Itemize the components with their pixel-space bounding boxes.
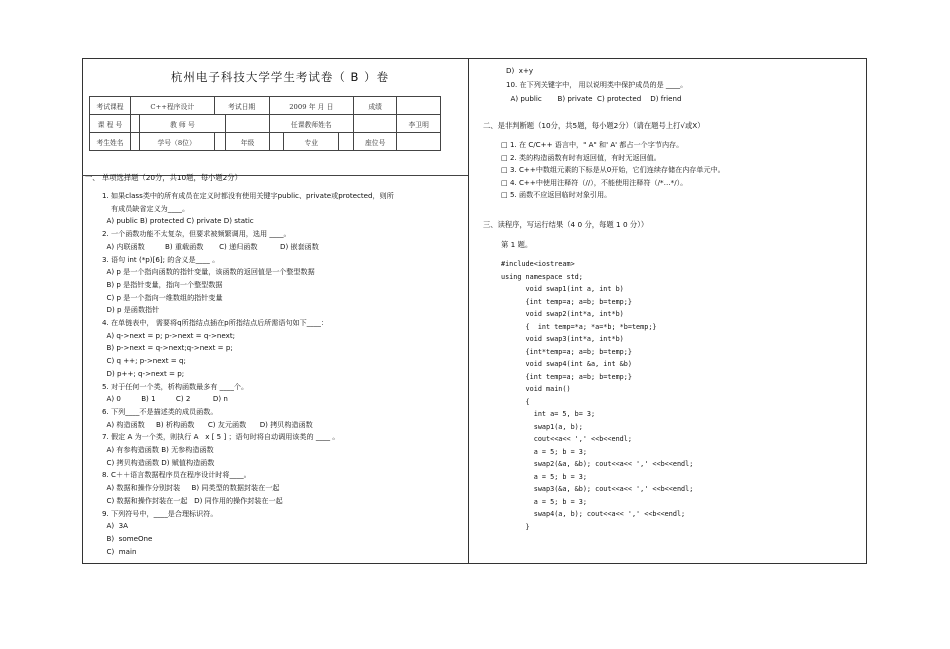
info-cell: 2009 年 月 日 xyxy=(269,97,353,115)
info-cell xyxy=(131,115,140,133)
code-line: void swap1(int a, int b) xyxy=(501,285,624,293)
info-cell: 考试日期 xyxy=(214,97,269,115)
question-line: A) 0 B) 1 C) 2 D) n xyxy=(102,394,228,404)
question-line: 9. 下列符号中，____是合理标识符。 xyxy=(102,508,218,518)
question-line: A) 数据和操作分别封装 B) 同类型的数据封装在一起 xyxy=(102,483,280,493)
code-line: a = 5; b = 3; xyxy=(501,497,587,506)
info-cell xyxy=(397,97,441,115)
question-line: 3. 语句 int (*p)[6]; 的含义是____ 。 xyxy=(102,254,220,264)
exam-title: 杭州电子科技大学学生考试卷（ B ）卷 xyxy=(170,70,390,84)
info-cell: 座位号 xyxy=(353,133,397,151)
info-cell: 学号（8位） xyxy=(139,133,214,151)
section3-subheading: 第 1 题。 xyxy=(501,240,533,249)
info-cell xyxy=(339,133,354,151)
info-cell: C++程序设计 xyxy=(131,97,215,115)
question-line: A) public B) protected C) private D) static xyxy=(102,216,254,226)
question-line: D) x+y xyxy=(506,66,534,75)
question-line: A) 内联函数 B) 重载函数 C) 递归函数 D) 嵌套函数 xyxy=(102,241,319,251)
question-line: 6. 下列____不是描述类的成员函数。 xyxy=(102,406,218,416)
section3-heading: 三、读程序，写运行结果（4 0 分，每题 1 0 分）） xyxy=(483,220,649,229)
question-line: A) 3A xyxy=(102,521,129,531)
question-line: A) 有参构造函数 B) 无参构造函数 xyxy=(102,445,214,454)
question-line: C) main xyxy=(102,546,137,556)
info-cell xyxy=(397,133,441,151)
info-cell: 专业 xyxy=(284,133,339,151)
question-line: 2. 一个函数功能不太复杂，但要求被频繁调用，选用 ____。 xyxy=(102,229,291,239)
question-line: 7. 假定 A 为一个类，则执行 A x [ 5 ] ；语句时将自动调用该类的 ____ 。 xyxy=(102,432,340,442)
section1-heading: 一、 单项选择题（20分，共10题，每小题2分） xyxy=(85,173,242,182)
code-line: void swap4(int &a, int &b) xyxy=(501,360,632,368)
code-line: a = 5; b = 3; xyxy=(501,472,587,481)
code-line: void swap3(int*a, int*b) xyxy=(501,335,624,343)
true-false-item: □ 1. 在 C/C++ 语言中，" A" 和' A' 都占一个字节内存。 xyxy=(501,140,684,149)
question-line: 8. C＋＋语言数据程序员在程序设计时将____。 xyxy=(102,470,251,480)
question-line: C) p 是一个指向一维数组的指针变量 xyxy=(102,292,223,302)
info-cell xyxy=(269,133,284,151)
question-line: A) p 是一个指向函数的指针变量，该函数的返回值是一个整型数据 xyxy=(102,267,315,277)
question-line: A) 构造函数 B) 析构函数 C) 友元函数 D) 拷贝构造函数 xyxy=(102,419,313,429)
question-line: A) q->next = p; p->next = q->next; xyxy=(102,330,235,340)
info-cell: 课 程 号 xyxy=(90,115,131,133)
question-line: A) public B) private C) protected D) friend xyxy=(506,94,682,103)
true-false-item: □ 5. 函数不应返回临时对象引用。 xyxy=(501,190,612,200)
code-line: swap2(&a, &b); cout<<a<< ',' <<b<<endl; xyxy=(501,460,694,468)
code-line: {int temp=a; a=b; b=temp;} xyxy=(501,372,632,381)
code-line: #include<iostream> xyxy=(501,260,575,268)
code-line: swap1(a, b); xyxy=(501,422,583,431)
info-cell xyxy=(131,133,140,151)
info-cell: 考试课程 xyxy=(90,97,131,115)
code-line: swap4(a, b); cout<<a<< ',' <<b<<endl; xyxy=(501,510,686,518)
true-false-item: □ 2. 类的构造函数有时有返回值，有时无返回值。 xyxy=(501,152,661,162)
student-info-table xyxy=(89,96,441,151)
question-line: 5. 对于任何一个类，析构函数最多有 ____个。 xyxy=(102,381,249,391)
section2-heading: 二、是非判断题（10分，共5题，每小题2分）（请在题号上打√或X） xyxy=(483,121,705,130)
info-cell xyxy=(226,115,269,133)
code-line: } xyxy=(501,522,530,531)
code-line: int a= 5, b= 3; xyxy=(501,410,596,418)
info-cell: 年级 xyxy=(226,133,269,151)
question-line: 4. 在单链表中， 需要将q所指结点插在p所指结点后所需语句如下____： xyxy=(102,318,329,327)
code-line: {int*temp=a; a=b; b=temp;} xyxy=(501,347,632,356)
info-cell: 李卫明 xyxy=(397,115,441,133)
question-line: C) 拷贝构造函数 D) 赋值构造函数 xyxy=(102,457,215,467)
info-cell xyxy=(353,115,397,133)
question-line: 1. 如果class类中的所有成员在定义时都没有使用关键字public、private或protected，则所 xyxy=(102,191,394,200)
question-line: D) p 是函数指针 xyxy=(102,305,160,315)
info-cell: 任课教师姓名 xyxy=(269,115,353,133)
code-line: { xyxy=(501,397,530,406)
code-line: using namespace std; xyxy=(501,272,583,281)
question-line: 10. 在下列关键字中， 用以说明类中保护成员的是 ____。 xyxy=(506,80,688,89)
code-line: {int temp=a; a=b; b=temp;} xyxy=(501,297,632,306)
code-line: void main() xyxy=(501,385,571,393)
info-cell xyxy=(214,133,226,151)
info-cell: 教 师 号 xyxy=(139,115,226,133)
question-line: B) p 是指针变量，指向一个整型数据 xyxy=(102,279,223,289)
question-line: D) p++; q->next = p; xyxy=(102,368,185,378)
question-line: C) 数据和操作封装在一起 D) 同作用的操作封装在一起 xyxy=(102,495,283,505)
code-line: void swap2(int*a, int*b) xyxy=(501,310,624,318)
info-cell: 成绩 xyxy=(353,97,397,115)
code-line: cout<<a<< ',' <<b<<endl; xyxy=(501,435,632,443)
question-line: 有成员缺省定义为____。 xyxy=(102,203,190,213)
code-line: { int temp=*a; *a=*b; *b=temp;} xyxy=(501,322,657,331)
true-false-item: □ 3. C++中数组元素的下标是从0开始，它们连续存储在内存单元中。 xyxy=(501,165,725,175)
question-line: C) q ++; p->next = q; xyxy=(102,356,186,366)
question-line: B) someOne xyxy=(102,533,153,543)
question-line: B) p->next = q->next;q->next = p; xyxy=(102,343,233,353)
column-divider xyxy=(468,58,469,564)
true-false-item: □ 4. C++中使用注释符（//），不能使用注释符（/*…*/）。 xyxy=(501,177,688,187)
code-line: a = 5; b = 3; xyxy=(501,447,587,456)
info-cell: 考生姓名 xyxy=(90,133,131,151)
code-line: swap3(&a, &b); cout<<a<< ',' <<b<<endl; xyxy=(501,485,694,493)
